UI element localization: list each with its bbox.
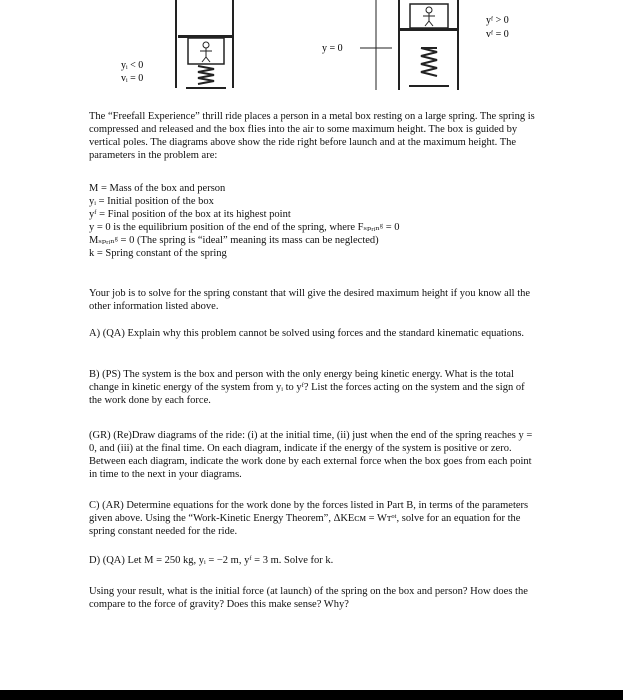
initial-state-diagram bbox=[176, 0, 233, 88]
part-b: B) (PS) The system is the box and person with the only energy being kinetic energy. What is the total change in kinetic energy of the system from yᵢ to yᶠ? List the forces acting on the system and the sign of the work done by each force. bbox=[89, 369, 525, 406]
initial-velocity-condition: vᵢ = 0 bbox=[121, 73, 144, 84]
ride-diagrams bbox=[0, 0, 623, 100]
parameter-final-position: yᶠ = Final position of the box at its highest point bbox=[89, 209, 291, 220]
intro-paragraph: The “Freefall Experience” thrill ride places a person in a metal box resting on a large spring. The spring is compressed and released and the box flies into the air to some maximum height. The box is guided by vertical poles. The diagrams above show the ride right before launch and at the maximum height. The parameters in the problem are: bbox=[89, 111, 535, 161]
parameter-spring-mass: Mₛₚᵣᵢₙᵍ = 0 (The spring is “ideal” meaning its mass can be neglected) bbox=[89, 235, 379, 246]
final-position-condition: yᶠ > 0 bbox=[486, 15, 509, 26]
initial-position-condition: yᵢ < 0 bbox=[121, 60, 144, 71]
parameter-mass: M = Mass of the box and person bbox=[89, 183, 226, 194]
part-c: C) (AR) Determine equations for the work done by the forces listed in Part B, in terms of the parameters given above. Using the “Work-Kinetic Energy Theorem”, ΔKEᴄᴍ = Wᴛᵒᵗ, solve for an equation for the spring constant needed for the ride. bbox=[89, 500, 529, 537]
parameter-spring-constant: k = Spring constant of the spring bbox=[89, 248, 227, 259]
part-gr: (GR) (Re)Draw diagrams of the ride: (i) at the initial time, (ii) just when the end of the spring reaches y = 0, and (iii) at the final time. On each diagram, indicate if the energy of the system is positive or zero. Between each diagram, indicate the work done by each external force when the box goes from each point in time to the next in your diagrams. bbox=[89, 430, 533, 480]
closing-question: Using your result, what is the initial force (at launch) of the spring on the box and person? How does the compare to the force of gravity? Does this make sense? Why? bbox=[89, 586, 528, 610]
bottom-divider bbox=[0, 690, 623, 700]
final-state-diagram bbox=[399, 0, 458, 90]
parameter-initial-position: yᵢ = Initial position of the box bbox=[89, 196, 214, 207]
task-paragraph: Your job is to solve for the spring constant that will give the desired maximum height if you know all the other information listed above. bbox=[89, 288, 531, 312]
equilibrium-label: y = 0 bbox=[322, 43, 343, 54]
parameter-list bbox=[89, 182, 539, 260]
ride-diagrams-svg bbox=[0, 0, 623, 100]
parameter-equilibrium: y = 0 is the equilibrium position of the end of the spring, where Fₛₚᵣᵢₙᵍ = 0 bbox=[89, 222, 400, 233]
part-a: A) (QA) Explain why this problem cannot be solved using forces and the standard kinematic equations. bbox=[89, 328, 525, 339]
part-d: D) (QA) Let M = 250 kg, yᵢ = −2 m, yᶠ = 3 m. Solve for k. bbox=[89, 555, 334, 566]
final-velocity-condition: vᶠ = 0 bbox=[486, 29, 509, 40]
